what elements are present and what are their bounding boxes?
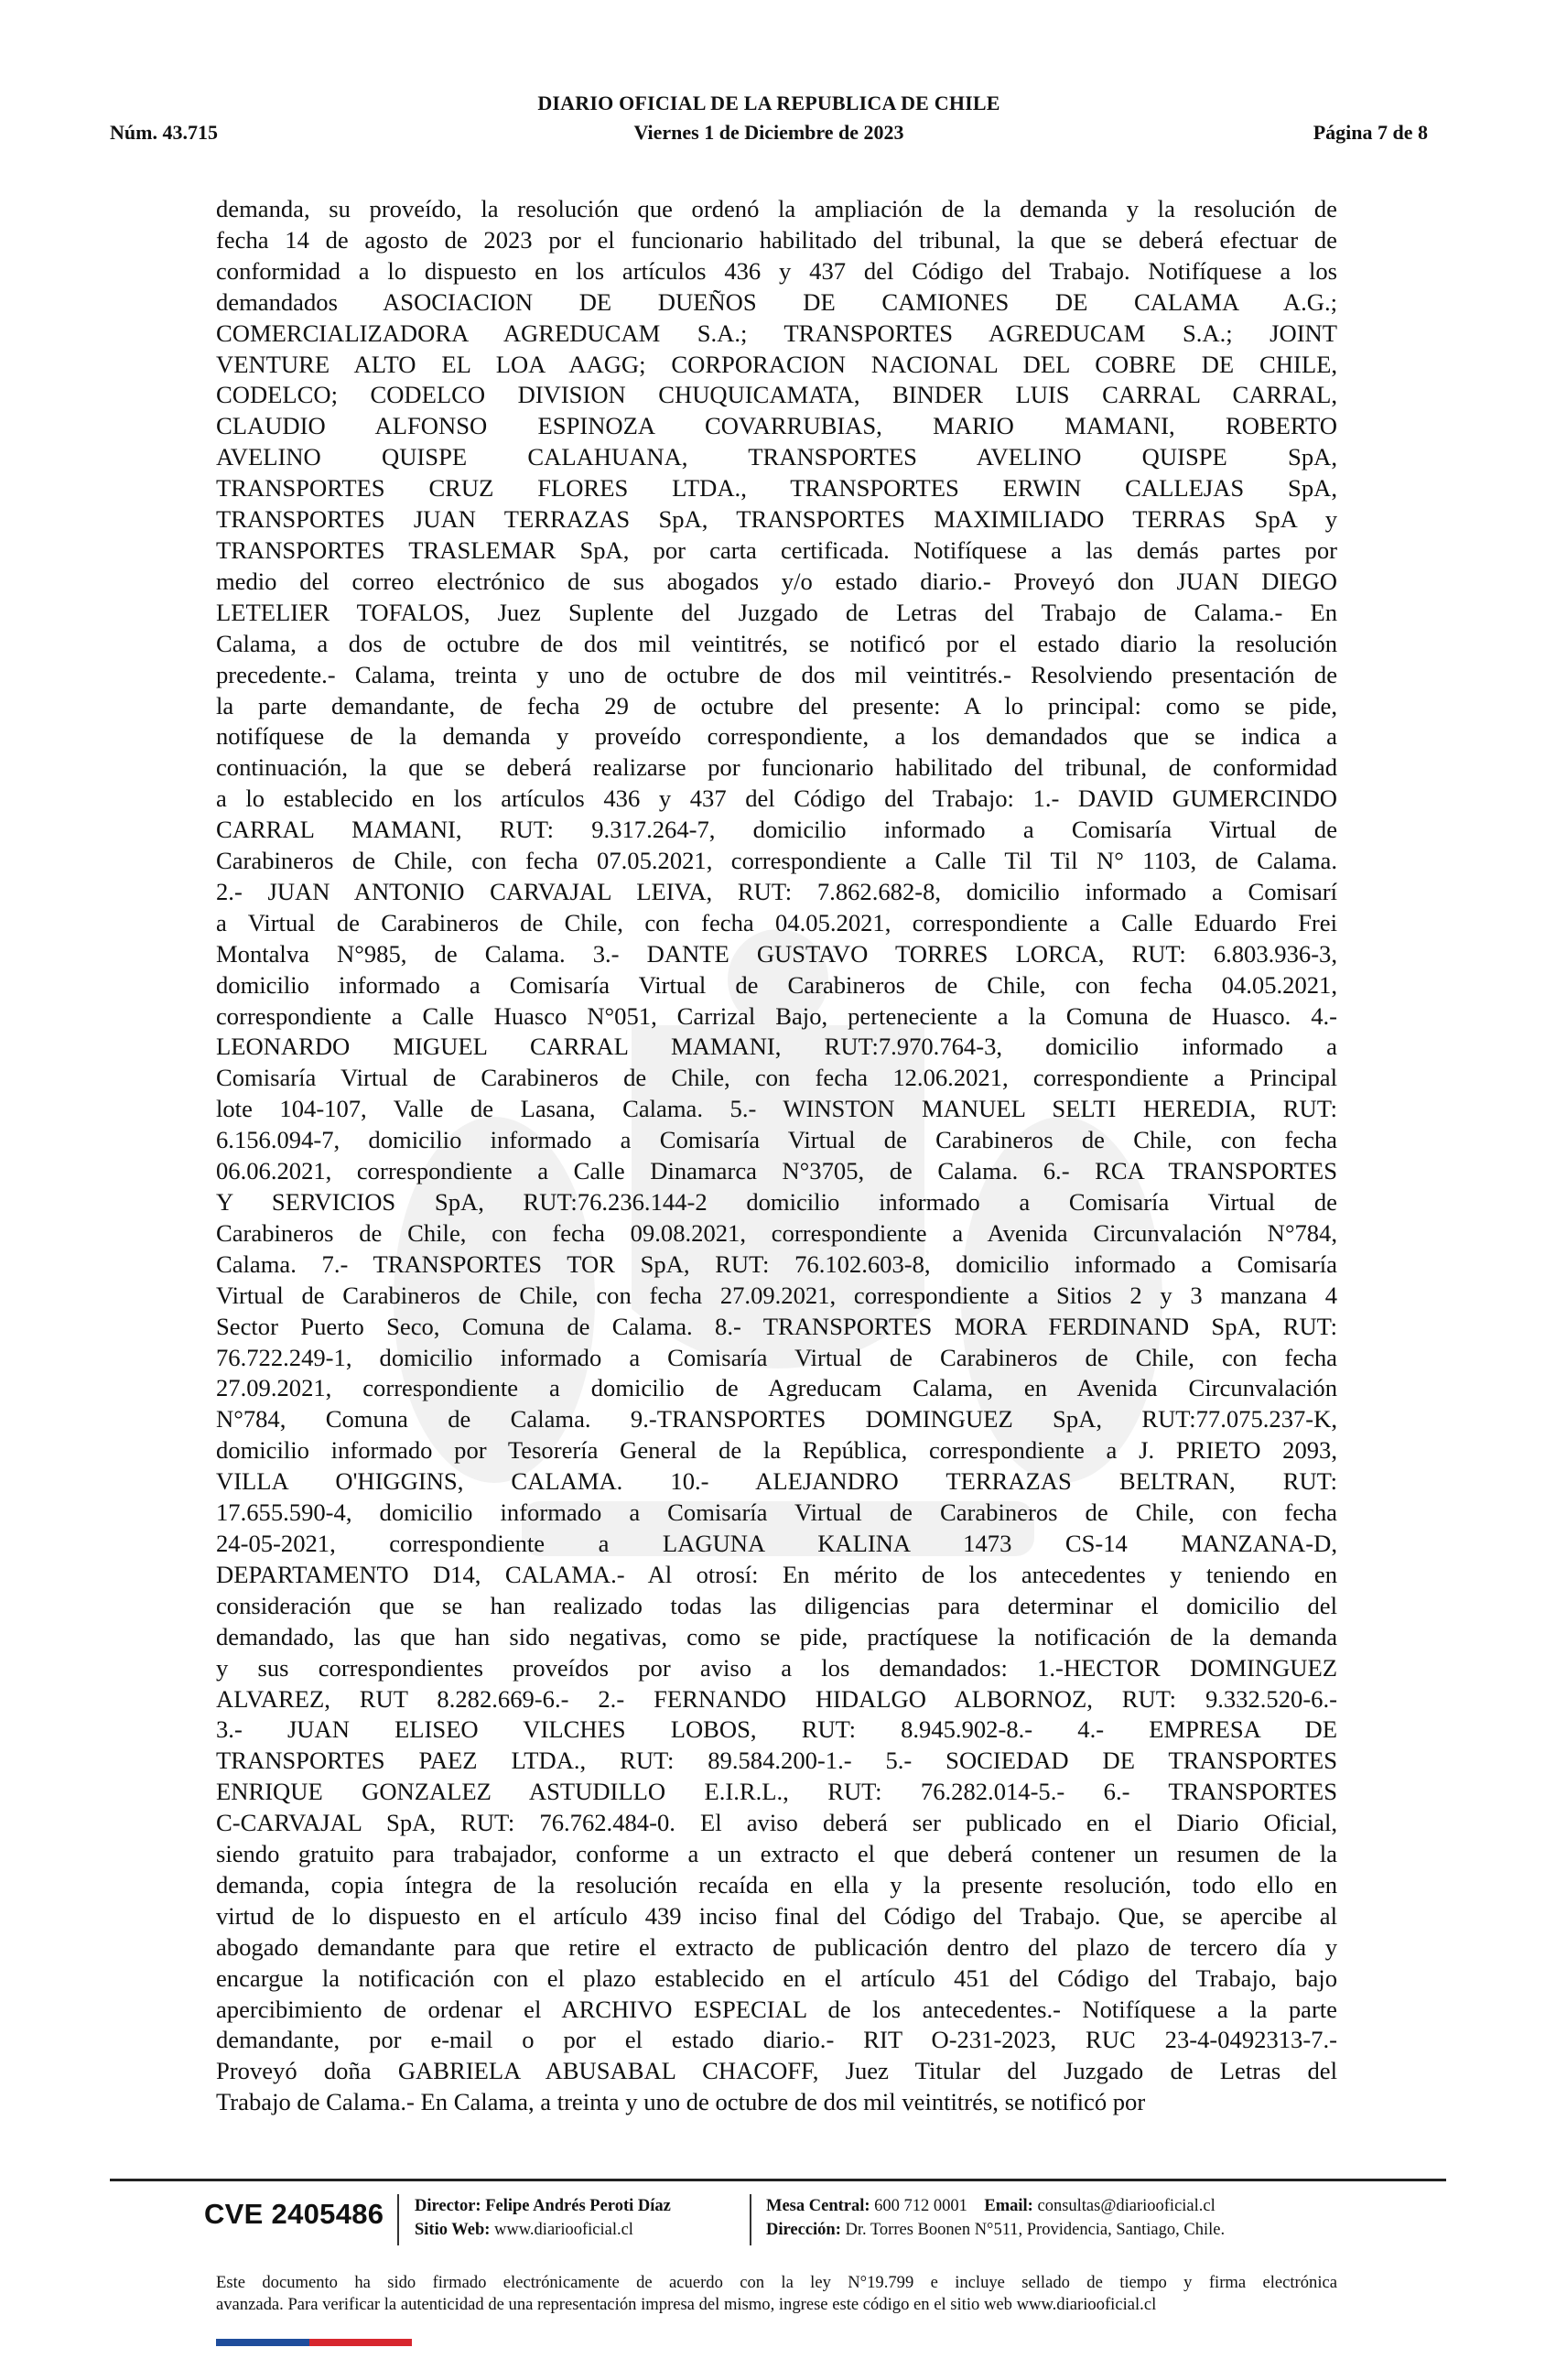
body-line: 76.722.249-1, domicilio informado a Comisaría Virtual de Carabineros de Chile, con fecha — [216, 1343, 1337, 1371]
body-line: 2.- JUAN ANTONIO CARVAJAL LEIVA, RUT: 7.862.682-8, domicilio informado a Comisarí — [216, 877, 1337, 905]
body-line: COMERCIALIZADORA AGREDUCAM S.A.; TRANSPORTES AGREDUCAM S.A.; JOINT — [216, 319, 1337, 347]
director-label: Director: — [415, 2197, 481, 2215]
footer-info — [204, 2191, 1334, 2249]
body-line: 06.06.2021, correspondiente a Calle Dinamarca N°3705, de Calama. 6.- RCA TRANSPORTES — [216, 1157, 1337, 1185]
body-line: ALVAREZ, RUT 8.282.669-6.- 2.- FERNANDO HIDALGO ALBORNOZ, RUT: 9.332.520-6.- — [216, 1684, 1337, 1713]
body-line: LETELIER TOFALOS, Juez Suplente del Juzgado de Letras del Trabajo de Calama.- En — [216, 598, 1337, 626]
body-line: notifíquese de la demanda y proveído correspondiente, a los demandados que se indica a — [216, 722, 1337, 751]
body-line: fecha 14 de agosto de 2023 por el funcionario habilitado del tribunal, la que se deberá efectuar de — [216, 225, 1337, 254]
body-line: conformidad a lo dispuesto en los artículos 436 y 437 del Código del Trabajo. Notifíquese a los — [216, 256, 1337, 285]
body-line: apercibimiento de ordenar el ARCHIVO ESPECIAL de los antecedentes.- Notifíquese a la parte — [216, 1995, 1337, 2023]
body-line: abogado demandante para que retire el extracto de publicación dentro del plazo de tercero día y — [216, 1932, 1337, 1961]
signature-notice — [216, 2272, 1337, 2316]
body-line: continuación, la que se deberá realizarse por funcionario habilitado del tribunal, de conformidad — [216, 753, 1337, 782]
footer-separator — [750, 2194, 751, 2245]
body-line: domicilio informado por Tesorería General de la República, correspondiente a J. PRIETO 2093, — [216, 1436, 1337, 1465]
body-line: CODELCO; CODELCO DIVISION CHUQUICAMATA, BINDER LUIS CARRAL CARRAL, — [216, 381, 1337, 409]
body-line: TRANSPORTES JUAN TERRAZAS SpA, TRANSPORTES MAXIMILIADO TERRAS SpA y — [216, 505, 1337, 534]
body-line: a lo establecido en los artículos 436 y 437 del Código del Trabajo: 1.- DAVID GUMERCINDO — [216, 784, 1337, 813]
body-line: correspondiente a Calle Huasco N°051, Carrizal Bajo, perteneciente a la Comuna de Huasco. 4.- — [216, 1001, 1337, 1030]
body-line: encargue la notificación con el plazo establecido en el artículo 451 del Código del Trabajo, bajo — [216, 1964, 1337, 1992]
body-line: VILLA O'HIGGINS, CALAMA. 10.- ALEJANDRO TERRAZAS BELTRAN, RUT: — [216, 1467, 1337, 1496]
body-line: 17.655.590-4, domicilio informado a Comisaría Virtual de Carabineros de Chile, con fecha — [216, 1498, 1337, 1527]
website-link[interactable]: www.diariooficial.cl — [494, 2221, 633, 2239]
body-line: TRANSPORTES CRUZ FLORES LTDA., TRANSPORTES ERWIN CALLEJAS SpA, — [216, 474, 1337, 503]
body-line: Sector Puerto Seco, Comuna de Calama. 8.- TRANSPORTES MORA FERDINAND SpA, RUT: — [216, 1312, 1337, 1340]
body-line: Comisaría Virtual de Carabineros de Chile, con fecha 12.06.2021, correspondiente a Principal — [216, 1064, 1337, 1092]
body-line: siendo gratuito para trabajador, conforme a un extracto el que deberá contener un resumen de la — [216, 1840, 1337, 1868]
page-number: Página 7 de 8 — [1313, 121, 1428, 144]
body-line: TRANSPORTES TRASLEMAR SpA, por carta certificada. Notifíquese a las demás partes por — [216, 536, 1337, 564]
email-label: Email: — [984, 2197, 1033, 2215]
body-line: DEPARTAMENTO D14, CALAMA.- Al otrosí: En mérito de los antecedentes y teniendo en — [216, 1560, 1337, 1588]
flag-stripe-blue — [216, 2339, 309, 2346]
phone-label: Mesa Central: — [766, 2197, 870, 2215]
body-line: demandados ASOCIACION DE DUEÑOS DE CAMIONES DE CALAMA A.G.; — [216, 287, 1337, 316]
document-body — [216, 194, 1337, 2118]
body-line: y sus correspondientes proveídos por aviso a los demandados: 1.-HECTOR DOMINGUEZ — [216, 1653, 1337, 1682]
phone-number: 600 712 0001 — [874, 2197, 967, 2215]
director-name: Felipe Andrés Peroti Díaz — [485, 2197, 671, 2215]
body-line: 27.09.2021, correspondiente a domicilio de Agreducam Calama, en Avenida Circunvalación — [216, 1374, 1337, 1402]
body-line: Proveyó doña GABRIELA ABUSABAL CHACOFF, Juez Titular del Juzgado de Letras del — [216, 2057, 1337, 2085]
signature-notice-line: Este documento ha sido firmado electrónicamente de acuerdo con la ley N°19.799 e incluye sellado de tiempo y firma electrónica — [216, 2273, 1337, 2292]
body-line: la parte demandante, de fecha 29 de octubre del presente: A lo principal: como se pide, — [216, 691, 1337, 719]
page-header — [110, 92, 1428, 156]
body-line: 24-05-2021, correspondiente a LAGUNA KALINA 1473 CS-14 MANZANA-D, — [216, 1529, 1337, 1557]
body-line: medio del correo electrónico de sus abogados y/o estado diario.- Proveyó don JUAN DIEGO — [216, 567, 1337, 595]
footer-director-block — [415, 2194, 671, 2242]
body-line: AVELINO QUISPE CALAHUANA, TRANSPORTES AVELINO QUISPE SpA, — [216, 443, 1337, 471]
footer-divider — [110, 2179, 1446, 2181]
address-label: Dirección: — [766, 2221, 841, 2239]
body-line: 6.156.094-7, domicilio informado a Comisaría Virtual de Carabineros de Chile, con fecha — [216, 1126, 1337, 1154]
website-label: Sitio Web: — [415, 2221, 491, 2239]
publication-title: DIARIO OFICIAL DE LA REPUBLICA DE CHILE — [537, 92, 1000, 114]
body-line: Trabajo de Calama.- En Calama, a treinta y uno de octubre de dos mil veintitrés, se notificó por — [216, 2088, 1146, 2116]
body-line: domicilio informado a Comisaría Virtual de Carabineros de Chile, con fecha 04.05.2021, — [216, 970, 1337, 999]
body-line: Montalva N°985, de Calama. 3.- DANTE GUSTAVO TORRES LORCA, RUT: 6.803.936-3, — [216, 939, 1337, 968]
body-line: VENTURE ALTO EL LOA AAGG; CORPORACION NACIONAL DEL COBRE DE CHILE, — [216, 350, 1337, 378]
body-line: demanda, copia íntegra de la resolución recaída en ella y la presente resolución, todo ello en — [216, 1870, 1337, 1899]
body-line: demanda, su proveído, la resolución que ordenó la ampliación de la demanda y la resolución de — [216, 195, 1337, 222]
body-line: Calama, a dos de octubre de dos mil veintitrés, se notificó por el estado diario la resolución — [216, 629, 1337, 657]
flag-stripe-red — [309, 2339, 412, 2346]
body-line: C-CARVAJAL SpA, RUT: 76.762.484-0. El aviso deberá ser publicado en el Diario Oficial, — [216, 1809, 1337, 1837]
body-line: virtud de lo dispuesto en el artículo 439 inciso final del Código del Trabajo. Que, se apercibe al — [216, 1901, 1337, 1930]
footer-separator — [397, 2194, 399, 2245]
address-text: Dr. Torres Boonen N°511, Providencia, Santiago, Chile. — [845, 2221, 1226, 2239]
footer-contact-block — [766, 2194, 1225, 2242]
body-line: LEONARDO MIGUEL CARRAL MAMANI, RUT:7.970.764-3, domicilio informado a — [216, 1033, 1337, 1061]
body-line: N°784, Comuna de Calama. 9.-TRANSPORTES DOMINGUEZ SpA, RUT:77.075.237-K, — [216, 1405, 1337, 1433]
body-line: demandante, por e-mail o por el estado diario.- RIT O-231-2023, RUC 23-4-0492313-7.- — [216, 2026, 1337, 2054]
body-line: Virtual de Carabineros de Chile, con fecha 27.09.2021, correspondiente a Sitios 2 y 3 manzana 4 — [216, 1281, 1337, 1309]
signature-notice-line: avanzada. Para verificar la autenticidad de una representación impresa del mismo, ingrese este código en el sitio web www.diariooficial.cl — [216, 2295, 1157, 2314]
body-line: lote 104-107, Valle de Lasana, Calama. 5.- WINSTON MANUEL SELTI HEREDIA, RUT: — [216, 1095, 1337, 1123]
body-line: Carabineros de Chile, con fecha 07.05.2021, correspondiente a Calle Til Til N° 1103, de Calama. — [216, 847, 1337, 875]
body-line: Carabineros de Chile, con fecha 09.08.2021, correspondiente a Avenida Circunvalación N°784, — [216, 1218, 1337, 1247]
body-line: precedente.- Calama, treinta y uno de octubre de dos mil veintitrés.- Resolviendo presentación de — [216, 660, 1337, 688]
body-line: demandado, las que han sido negativas, como se pide, practíquese la notificación de la demanda — [216, 1622, 1337, 1650]
email-link[interactable]: consultas@diariooficial.cl — [1037, 2197, 1216, 2215]
body-line: ENRIQUE GONZALEZ ASTUDILLO E.I.R.L., RUT: 76.282.014-5.- 6.- TRANSPORTES — [216, 1778, 1337, 1806]
body-line: CLAUDIO ALFONSO ESPINOZA COVARRUBIAS, MARIO MAMANI, ROBERTO — [216, 412, 1337, 440]
body-line: Y SERVICIOS SpA, RUT:76.236.144-2 domicilio informado a Comisaría Virtual de — [216, 1188, 1337, 1216]
issue-number: Núm. 43.715 — [110, 121, 218, 144]
body-line: Calama. 7.- TRANSPORTES TOR SpA, RUT: 76.102.603-8, domicilio informado a Comisaría — [216, 1250, 1337, 1278]
body-line: a Virtual de Carabineros de Chile, con fecha 04.05.2021, correspondiente a Calle Eduardo Frei — [216, 908, 1337, 936]
cve-code: CVE 2405486 — [204, 2198, 384, 2230]
body-line: consideración que se han realizado todas las diligencias para determinar el domicilio del — [216, 1591, 1337, 1619]
body-line: 3.- JUAN ELISEO VILCHES LOBOS, RUT: 8.945.902-8.- 4.- EMPRESA DE — [216, 1715, 1337, 1744]
issue-date: Viernes 1 de Diciembre de 2023 — [633, 121, 904, 144]
body-line: TRANSPORTES PAEZ LTDA., RUT: 89.584.200-1.- 5.- SOCIEDAD DE TRANSPORTES — [216, 1747, 1337, 1775]
body-line: CARRAL MAMANI, RUT: 9.317.264-7, domicilio informado a Comisaría Virtual de — [216, 816, 1337, 844]
